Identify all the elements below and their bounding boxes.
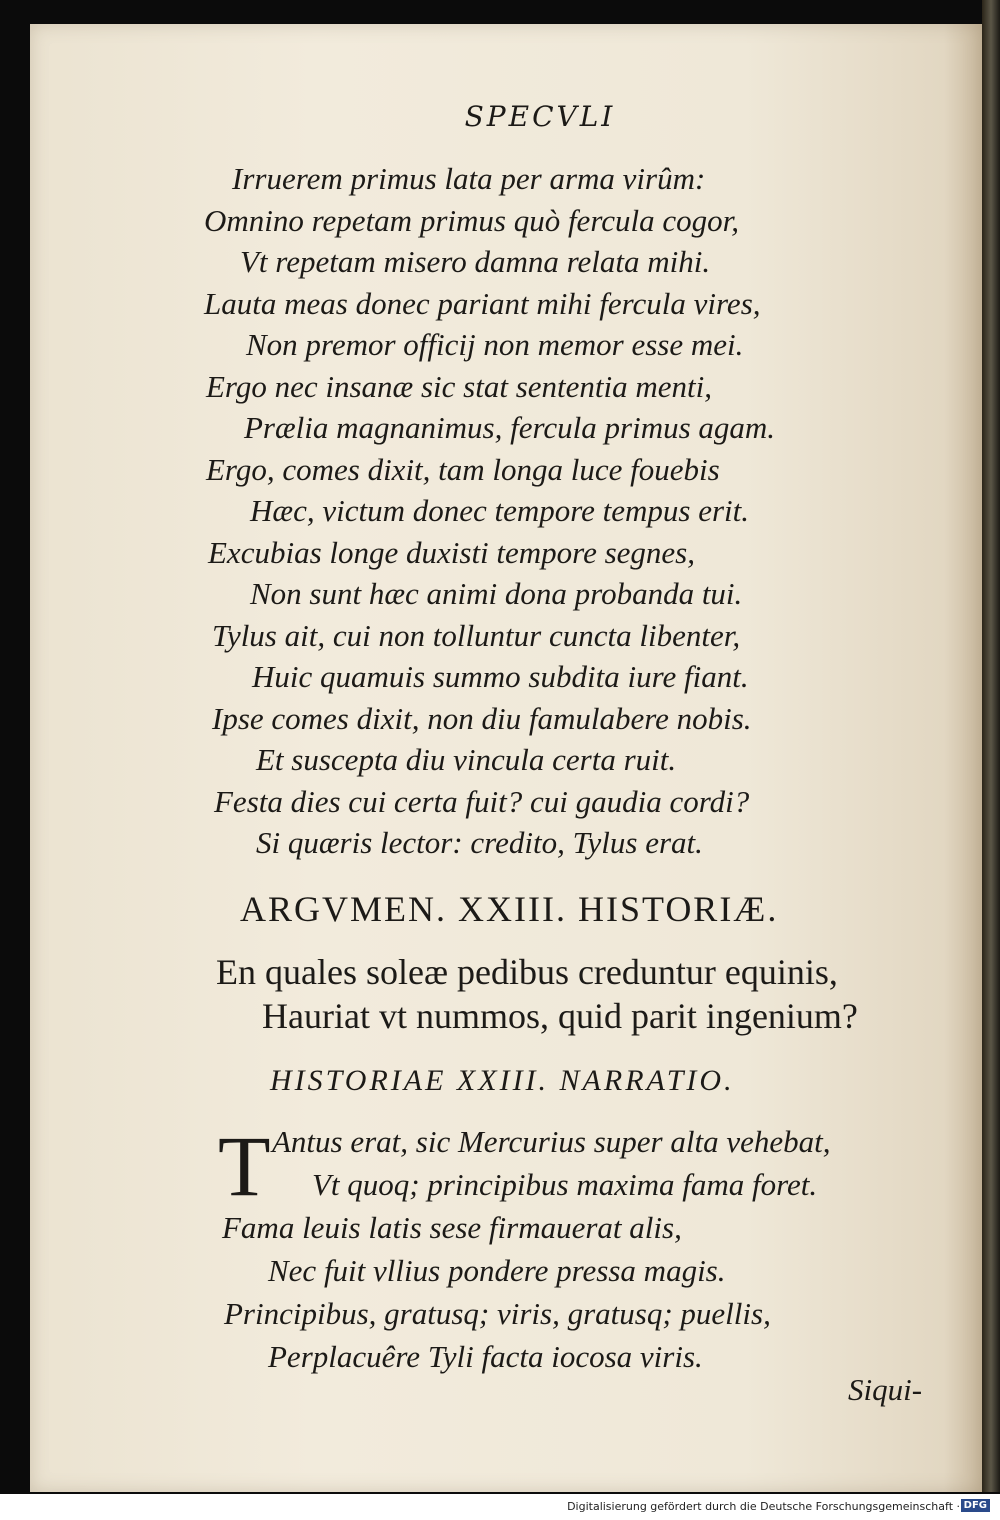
verse-line: Vt repetam misero damna relata mihi. xyxy=(240,244,711,279)
drop-cap: T xyxy=(218,1118,271,1214)
verse-line: Hæc, victum donec tempore tempus erit. xyxy=(250,493,750,528)
verse-line: Tylus ait, cui non tolluntur cuncta libenter, xyxy=(212,617,741,653)
verse-line: Irruerem primus lata per arma virûm: xyxy=(232,161,706,196)
verse-line: Principibus, gratusq; viris, gratusq; puellis, xyxy=(224,1296,771,1331)
verse-line: Non premor officij non memor esse mei. xyxy=(246,327,744,362)
catchword: Siqui- xyxy=(848,1372,923,1407)
verse-line: Fama leuis latis sese firmauerat alis, xyxy=(222,1210,682,1245)
argument-heading: ARGVMEN. XXIII. HISTORIÆ. xyxy=(240,889,779,929)
verse-line: Et suscepta diu vincula certa ruit. xyxy=(256,742,677,777)
argument-line: En quales soleæ pedibus creduntur equinis, xyxy=(216,952,838,992)
verse-line: Festa dies cui certa fuit? cui gaudia cordi? xyxy=(214,783,750,819)
dfg-logo: DFG xyxy=(961,1499,990,1512)
argument-line: Hauriat vt nummos, quid parit ingenium? xyxy=(262,996,858,1036)
verse-line: Non sunt hæc animi dona probanda tui. xyxy=(250,576,743,611)
verse-line: Ergo nec insanæ sic stat sententia menti, xyxy=(206,368,712,404)
footer-credit: Digitalisierung gefördert durch die Deutsche Forschungsgemeinschaft · xyxy=(567,1500,960,1513)
verse-line: Huic quamuis summo subdita iure fiant. xyxy=(252,659,749,694)
verse-line: Ipse comes dixit, non diu famulabere nobis. xyxy=(212,700,752,736)
verse-block-1 xyxy=(0,158,775,864)
verse-line: Lauta meas donec pariant mihi fercula vires, xyxy=(204,285,761,321)
verse-line: Prælia magnanimus, fercula primus agam. xyxy=(244,410,776,445)
verse-line: Antus erat, sic Mercurius super alta vehebat, xyxy=(272,1124,831,1159)
book-binding-edge xyxy=(982,0,1000,1492)
verse-block-2 xyxy=(0,1120,830,1378)
argument-text xyxy=(0,950,858,1038)
verse-line: Si quæris lector: credito, Tylus erat. xyxy=(256,825,703,860)
narratio-heading: HISTORIAE XXIII. NARRATIO. xyxy=(270,1064,735,1097)
verse-line: Vt quoq; principibus maxima fama foret. xyxy=(312,1167,818,1202)
verse-line: Perplacuêre Tyli facta iocosa viris. xyxy=(268,1339,703,1374)
verse-line: Excubias longe duxisti tempore segnes, xyxy=(208,534,695,570)
verse-line: Ergo, comes dixit, tam longa luce fouebis xyxy=(206,451,720,487)
verse-line: Nec fuit vllius pondere pressa magis. xyxy=(268,1253,726,1288)
footer-bar xyxy=(0,1494,1000,1520)
running-head: SPECVLI xyxy=(464,100,616,133)
verse-line: Omnino repetam primus quò fercula cogor, xyxy=(204,202,739,238)
